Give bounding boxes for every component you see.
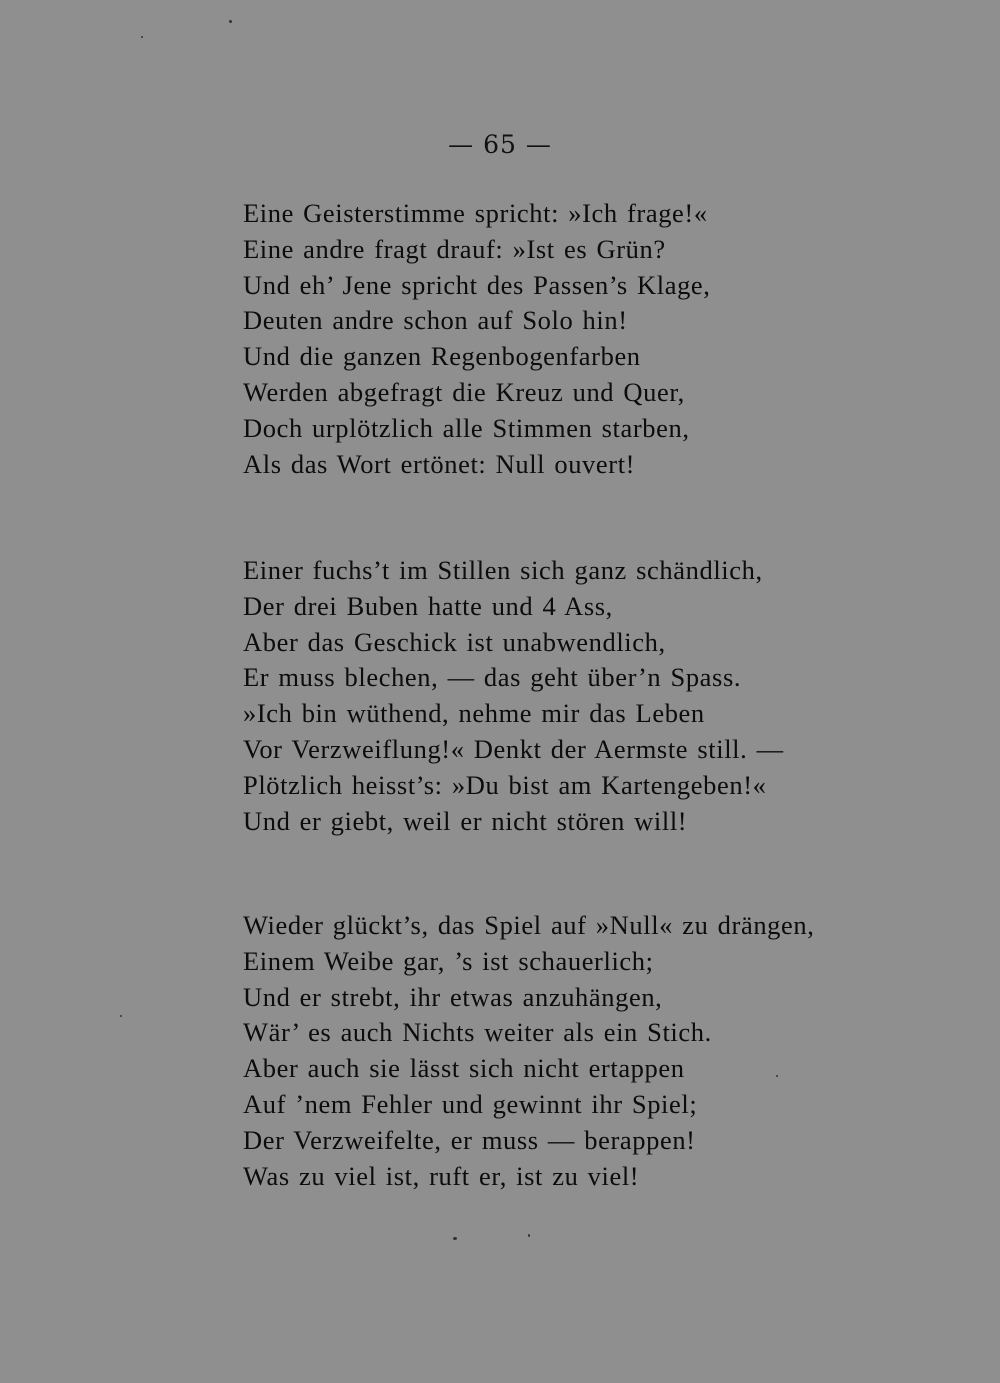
poem-line: Aber auch sie lässt sich nicht ertappen bbox=[243, 1053, 685, 1084]
page-number: — 65 — bbox=[448, 130, 552, 159]
poem-line: Plötzlich heisst’s: »Du bist am Kartengeben!« bbox=[243, 769, 767, 800]
poem-line: Doch urplötzlich alle Stimmen starben, bbox=[243, 412, 690, 443]
stanza-3 bbox=[243, 908, 943, 1194]
poem-line: Wieder glückt’s, das Spiel auf »Null« zu drängen, bbox=[243, 910, 815, 940]
poem-line: Eine Geisterstimme spricht: »Ich frage!« bbox=[243, 198, 708, 228]
poem-line: »Ich bin wüthend, nehme mir das Leben bbox=[243, 698, 705, 729]
poem-line: Als das Wort ertönet: Null ouvert! bbox=[243, 448, 636, 479]
poem-line: Und eh’ Jene spricht des Passen’s Klage, bbox=[243, 269, 711, 300]
scan-speck bbox=[528, 1234, 530, 1237]
poem-line: Und er giebt, weil er nicht stören will! bbox=[243, 805, 688, 836]
stanza-2 bbox=[243, 553, 943, 839]
poem-line: Und er strebt, ihr etwas anzuhängen, bbox=[243, 981, 663, 1012]
poem-line: Auf ’nem Fehler und gewinnt ihr Spiel; bbox=[243, 1088, 698, 1119]
poem-line: Eine andre fragt drauf: »Ist es Grün? bbox=[243, 233, 666, 264]
poem-line: Vor Verzweiflung!« Denkt der Aermste still. — bbox=[243, 733, 784, 764]
poem-line: Was zu viel ist, ruft er, ist zu viel! bbox=[243, 1160, 640, 1191]
poem-line: Und die ganzen Regenbogenfarben bbox=[243, 341, 641, 372]
poem-line: Deuten andre schon auf Solo hin! bbox=[243, 305, 628, 336]
poem-line: Einem Weibe gar, ’s ist schauerlich; bbox=[243, 945, 654, 976]
scan-speck bbox=[141, 36, 143, 38]
poem-line: Werden abgefragt die Kreuz und Quer, bbox=[243, 376, 685, 407]
poem-line: Wär’ es auch Nichts weiter als ein Stich. bbox=[243, 1017, 712, 1048]
scan-speck bbox=[229, 20, 232, 23]
scan-speck bbox=[120, 1015, 122, 1017]
poem-line: Er muss blechen, — das geht über’n Spass. bbox=[243, 662, 742, 693]
scan-speck bbox=[776, 1075, 778, 1077]
poem-line: Der drei Buben hatte und 4 Ass, bbox=[243, 590, 613, 621]
scan-speck bbox=[453, 1237, 457, 1240]
poem-line: Aber das Geschick ist unabwendlich, bbox=[243, 626, 666, 657]
stanza-1 bbox=[243, 196, 943, 482]
poem-line: Der Verzweifelte, er muss — berappen! bbox=[243, 1124, 696, 1155]
poem-line: Einer fuchs’t im Stillen sich ganz schändlich, bbox=[243, 555, 763, 585]
